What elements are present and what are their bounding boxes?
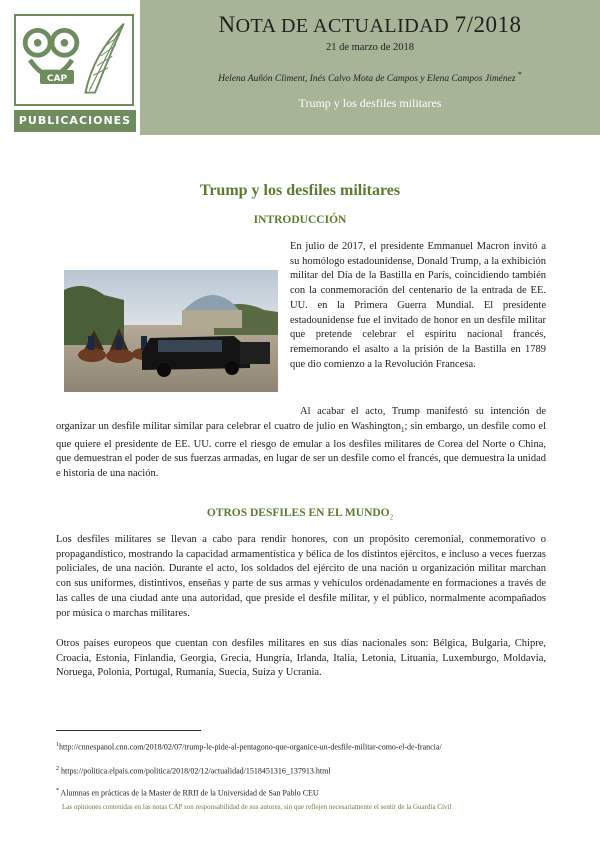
footnote-1-link[interactable]: http://cnnespanol.cnn.com/2018/02/07/trump-le-pide-al-pentagono-que-organice-un-desfile-militar-como-el-de-francia/ (59, 742, 442, 752)
cap-logo (0, 0, 140, 135)
other-parades-heading: OTROS DESFILES EN EL $MUNDO_2$ (206, 507, 394, 522)
cap-badge (40, 70, 74, 84)
footnote-ref-2: 2 (389, 513, 394, 522)
header-banner (0, 0, 600, 135)
footnote-1: $^1$http://cnnespanol.cnn.com/2018/02/07/trump-le-pide-al-pentagono-que-organice-un-desfile-militar-como-el-de-francia/ (56, 742, 442, 752)
note-title: NOTA DE ACTUALIDAD 7/2018 (218, 12, 522, 37)
footnote-2-link[interactable]: https://politica.elpais.com/politica/2018/02/12/actualidad/1518451316_137913.html (59, 766, 331, 776)
owl-feather-icon (14, 14, 134, 106)
footnote-divider (56, 730, 201, 731)
note-subtitle: Trump y los desfiles militares (298, 96, 442, 110)
intro-heading: INTRODUCCIÓN (253, 214, 347, 226)
footnote-ref-1: 1 (401, 425, 405, 434)
intro-paragraph-1: En julio de 2017, el presidente Emmanuel Macron invitó a su homólogo estadounidense, Donald Trump, a la exhibición militar del Día de la Bastilla en París, coincidiendo también con la conmemoración del centenario de la entrada de EE. UU. en la Primera Guerra Mundial. El presidente estadounidense fue el invitado de honor en un desfile militar que pretende celebrar el espíritu nacional francés, rememorando el asalto a la prisión de la Bastilla en 1789 que dio comienzo a la Revolución Francesa. (290, 241, 546, 370)
other-paragraph-2: Otros países europeos que cuentan con desfiles militares en sus días nacionales son: Bélgica, Bulgaria, Chipre, Croacia, Estonia, Finlandia, Georgia, Grecia, Hungría, Irlanda, Italia, Letonia, Lituania, Luxemburgo, Moldavia, Noruega, Polonia, Portugal, Rumanía, Suecia, Suiza y Ucrania. (56, 638, 546, 679)
note-authors: Helena Auñón Climent, Inés Calvo Mota de Campos y Elena Campos Jiménez * (218, 70, 522, 85)
svg-text:CAP: CAP (46, 74, 68, 84)
footnote-2: $^2$ https://politica.elpais.com/politica/2018/02/12/actualidad/1518451316_137913.html (56, 766, 331, 776)
article-title: Trump y los desfiles militares (199, 182, 401, 199)
logo-publicaciones: PUBLICACIONES (14, 110, 136, 132)
intro-paragraph-2: Al acabar el acto, Trump manifestó su intención de organizar un desfile militar similar para celebrar el cuatro de julio en Washington$_1$; sin embargo, un desfile como el que quiere el presidente de EE. UU. corre el riesgo de emular a los desfiles militares de Corea del Norte o China, que demuestran el poder de sus fuerzas armadas, en lugar de ser un desfile como el francés, que demuestra la unidad e historia de una nación. (56, 406, 546, 479)
other-paragraph-1: Los desfiles militares se llevan a cabo para rendir honores, con un propósito ceremonial, conmemorativo o propagandístico, mostrando la capacidad armamentística y bélica de los distintos ejércitos, e incluso a veces fuerzas policiales, de una nación. Durante el acto, los soldados del ejército de una nación u organización militar marchan con sus uniformes, distintivos, enseñas y parte de sus armas y vehículos ordenadamente en formaciones a través de las calles de una ciudad ante una autoridad, que preside el desfile militar, y el público, normalmente acompañados por música o marchas militares. (56, 534, 546, 619)
note-date: 21 de marzo de 2018 (325, 42, 415, 53)
parade-photo (64, 270, 278, 392)
footnote-3: * Alumnas en prácticas de la Master de RRII de la Universidad de San Pablo CEU (56, 788, 319, 798)
disclaimer: Las opiniones contenidas en las notas CAP son responsabilidad de sus autores, sin que reflejen necesariamente el sentir de la Guardia Civil (62, 803, 452, 811)
